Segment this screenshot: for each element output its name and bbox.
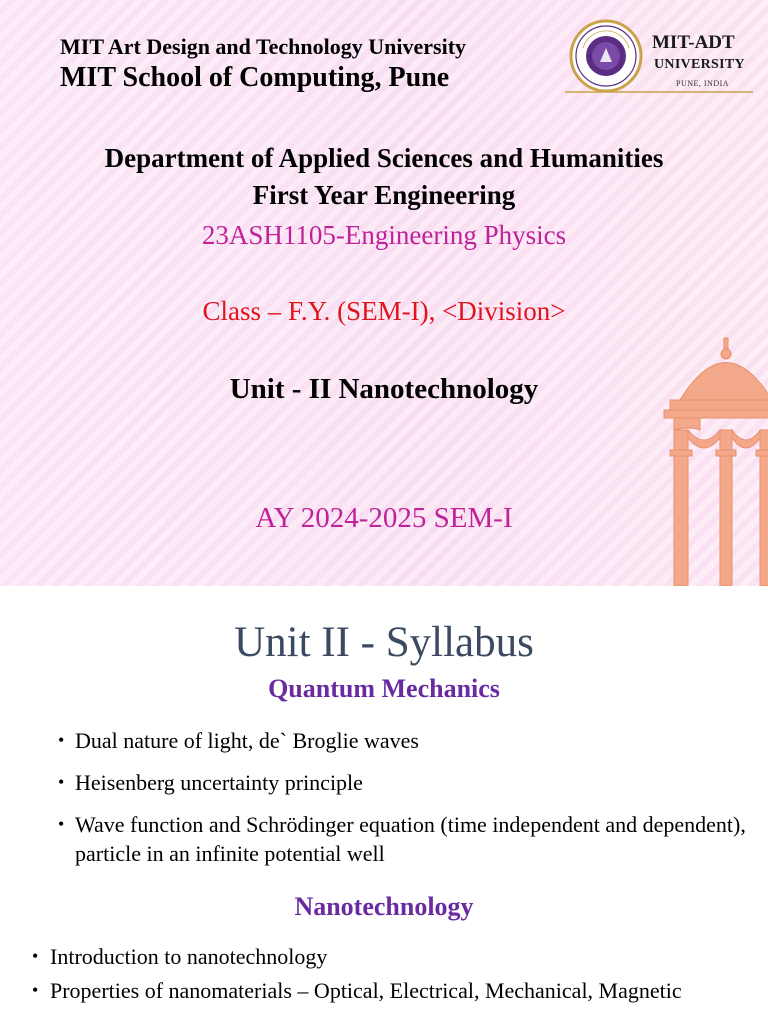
- academic-year: AY 2024-2025 SEM-I: [255, 502, 513, 534]
- dome-pavilion-icon: [640, 330, 768, 586]
- unit-title: Unit - II Nanotechnology: [229, 373, 539, 405]
- quantum-mechanics-heading: Quantum Mechanics: [268, 674, 500, 703]
- quantum-mechanics-list: [58, 726, 748, 881]
- department-name: Department of Applied Sciences and Humanities: [104, 143, 664, 173]
- nanotechnology-heading: Nanotechnology: [294, 892, 474, 921]
- logo-location: PUNE, INDIA: [676, 79, 730, 88]
- list-item: • Dual nature of light, de` Broglie waves: [58, 726, 748, 755]
- list-item: • Properties of nanomaterials – Optical, Electrical, Mechanical, Magnetic: [32, 976, 747, 1005]
- school-name: MIT School of Computing, Pune: [60, 62, 450, 93]
- list-item: • Heisenberg uncertainty principle: [58, 768, 748, 797]
- class-label: Class – F.Y. (SEM-I), <Division>: [202, 296, 566, 326]
- logo-name: MIT-ADT: [652, 32, 735, 53]
- list-item: • Wave function and Schrödinger equation (time independent and dependent), particle in an infinite potential well: [58, 810, 748, 868]
- university-name: MIT Art Design and Technology University: [60, 34, 467, 59]
- syllabus-title: Unit II - Syllabus: [234, 619, 534, 666]
- logo-subtitle: UNIVERSITY: [654, 57, 745, 72]
- syllabus-slide: [0, 586, 768, 1024]
- nanotechnology-list: [32, 942, 747, 1010]
- list-item: • Introduction to nanotechnology: [32, 942, 747, 971]
- year-label: First Year Engineering: [252, 180, 516, 210]
- course-code: 23ASH1105-Engineering Physics: [201, 220, 567, 250]
